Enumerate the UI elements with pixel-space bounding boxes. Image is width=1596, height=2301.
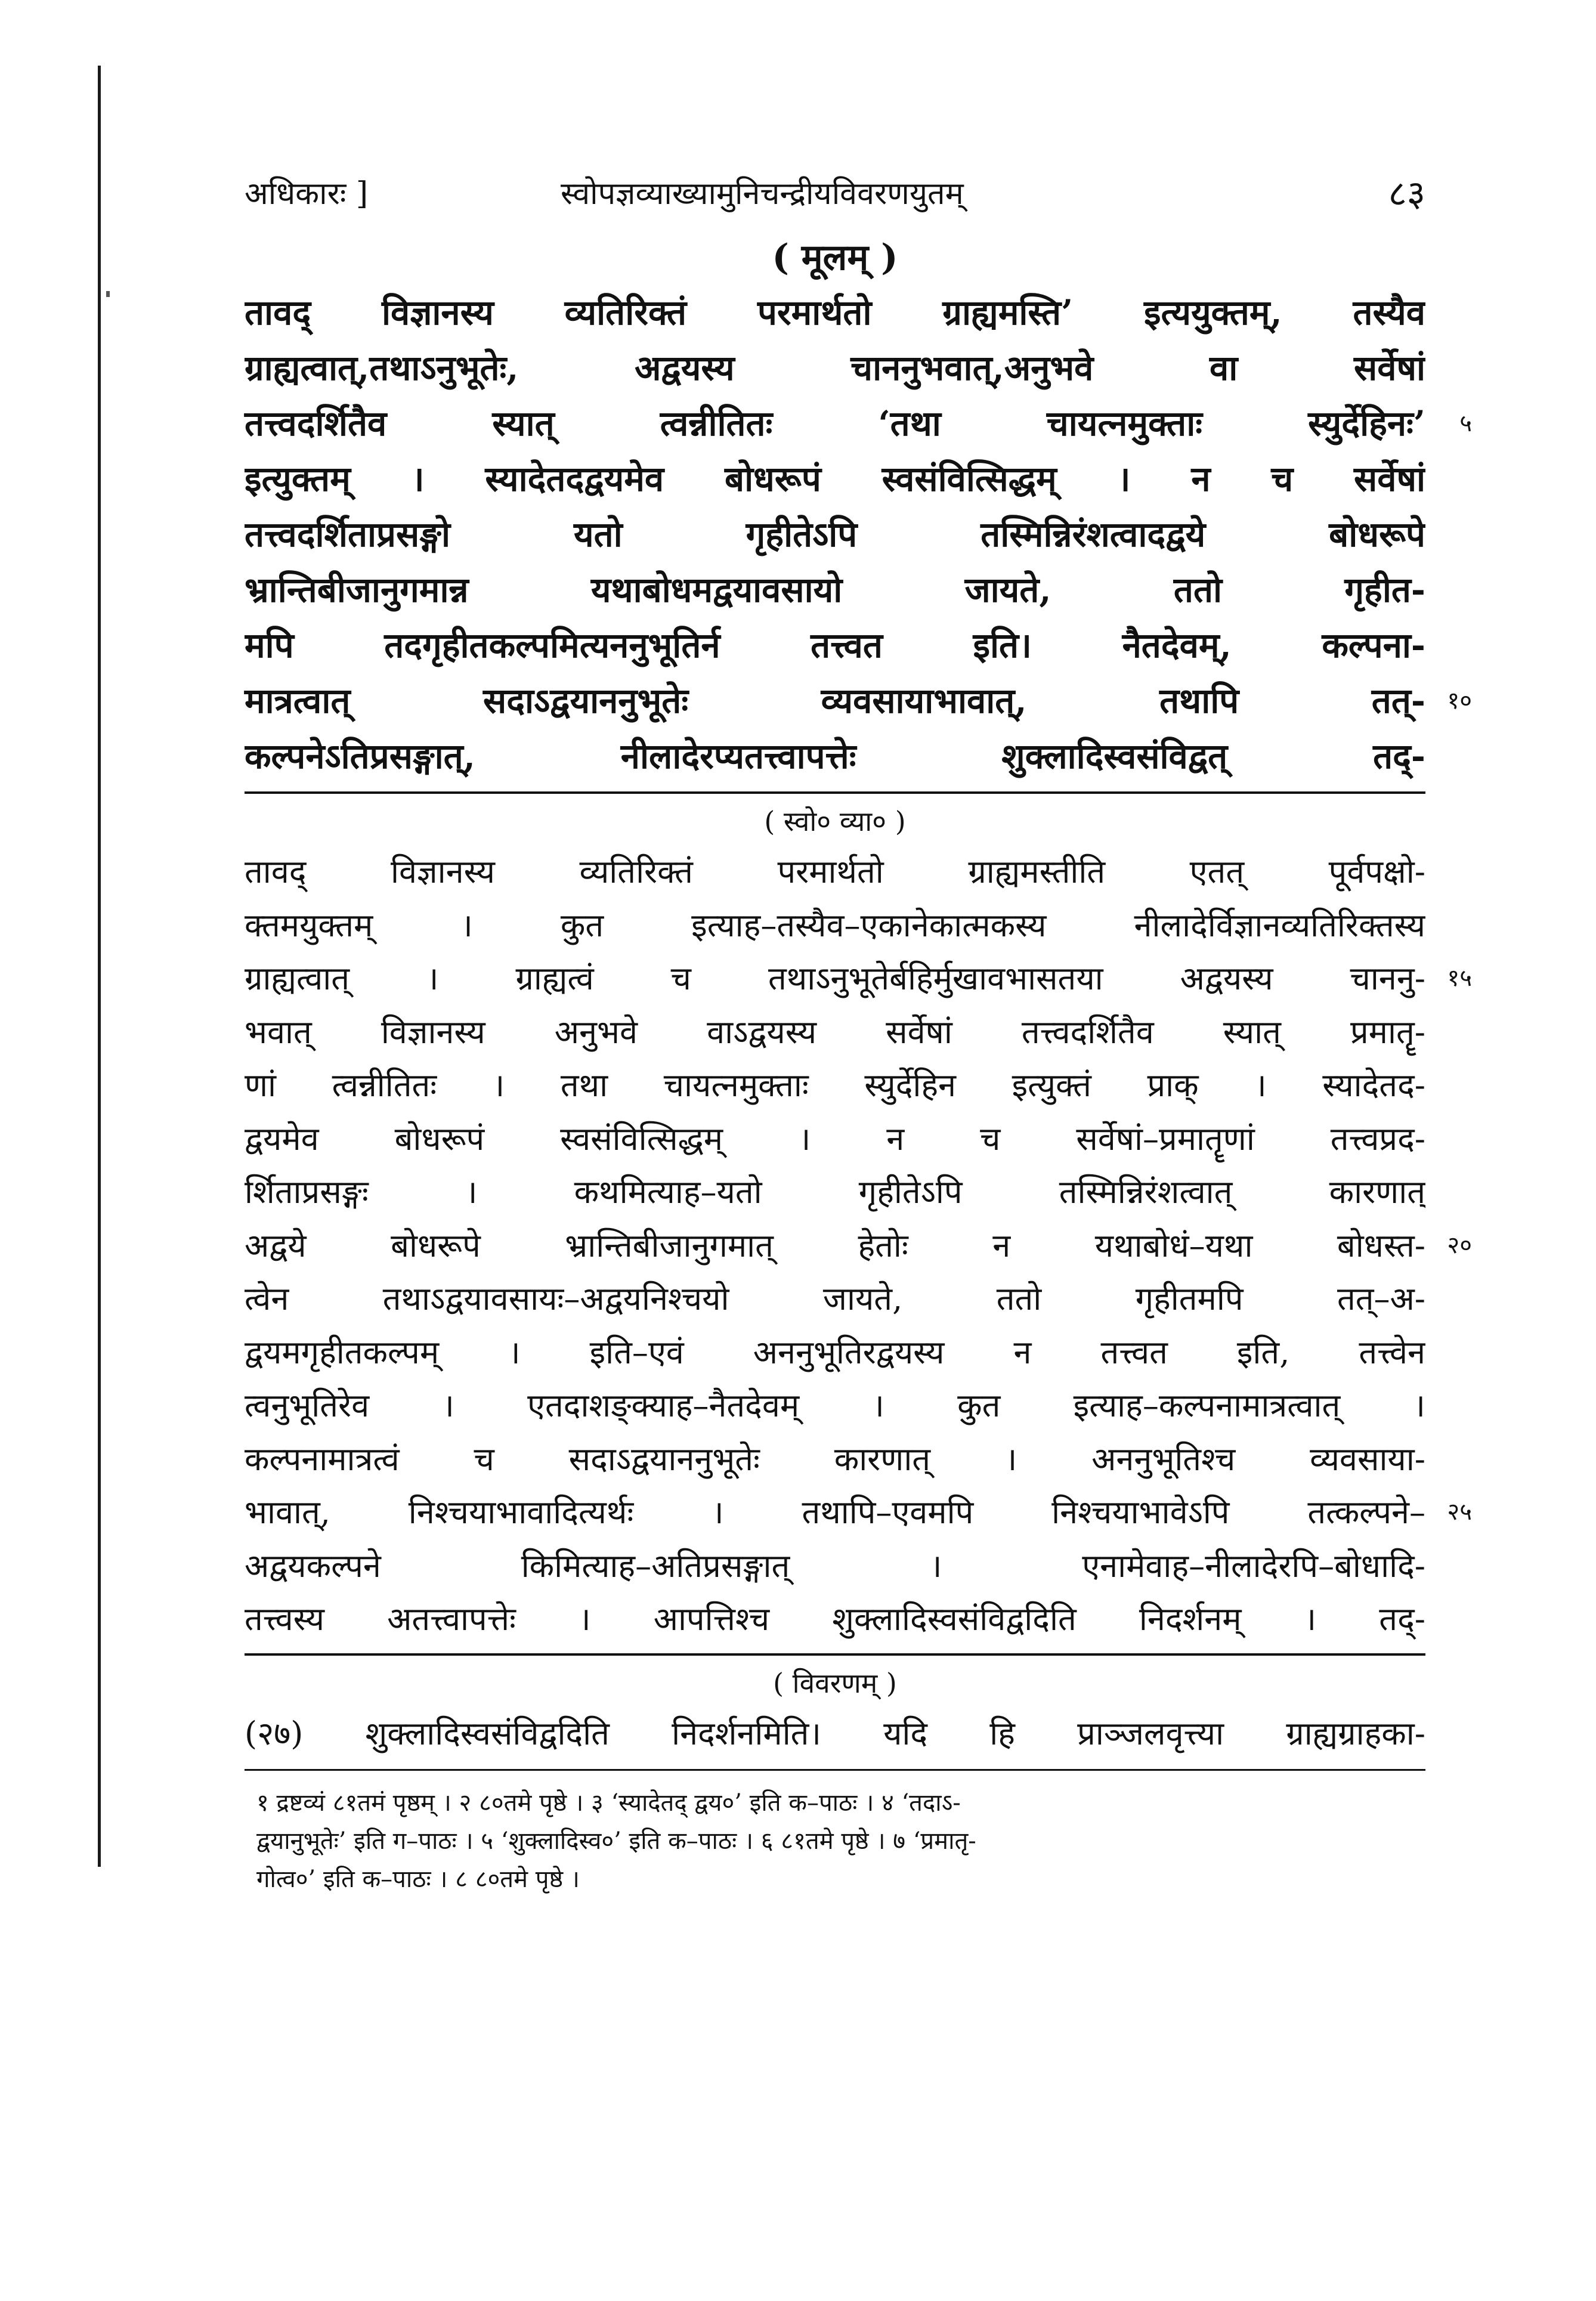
commentary-line-text: र्शिताप्रसङ्गः । कथमित्याह–यतो गृहीतेऽपि तस्मिन्निरंशत्वात् कारणात् — [245, 1173, 1425, 1211]
footnote-line — [245, 1860, 1425, 1898]
line-number: २० — [1447, 1231, 1472, 1259]
mula-line-text: भ्रान्तिबीजानुगमान्न यथाबोधमद्वयावसायो जायते, ततो गृहीत- — [245, 570, 1425, 610]
line-number: १० — [1447, 687, 1472, 715]
mula-line-text: इत्युक्तम् । स्यादेतदद्वयमेव बोधरूपं स्वसंवित्सिद्धम् । न च सर्वेषां — [245, 459, 1425, 499]
commentary-line — [245, 1592, 1425, 1646]
commentary-line-text: द्वयमेव बोधरूपं स्वसंवित्सिद्धम् । न च सर्वेषां–प्रमातॄणां तत्त्वप्रद- — [245, 1119, 1425, 1158]
section-divider — [245, 1653, 1425, 1656]
mula-line — [245, 618, 1425, 673]
commentary-line-text: कल्पनामात्रत्वं च सदाऽद्वयाननुभूतेः कारणात् । अननुभूतिश्च व्यवसाया- — [245, 1440, 1425, 1478]
running-header — [245, 161, 1425, 227]
commentary-line — [245, 1165, 1425, 1219]
commentary-line-text: त्वेन तथाऽद्वयावसायः–अद्वयनिश्चयो जायते, ततो गृहीतमपि तत्–अ- — [245, 1280, 1425, 1317]
commentary-line-text: अद्वयकल्पने किमित्याह–अतिप्रसङ्गात् । एनामेवाह–नीलादेरपि–बोधादि- — [245, 1547, 1425, 1585]
section-divider — [245, 791, 1425, 794]
commentary-line-text: भावात्, निश्चयाभावादित्यर्थः । तथापि–एवमपि निश्चयाभावेऽपि तत्कल्पने– — [245, 1493, 1425, 1531]
mula-line-text: कल्पनेऽतिप्रसङ्गात्, नीलादेरप्यतत्त्वापत्तेः शुक्लादिस्वसंविद्वत् तद्- — [245, 736, 1425, 777]
mula-line — [245, 285, 1425, 341]
mula-line-text: मात्रत्वात् सदाऽद्वयाननुभूतेः व्यवसायाभावात्, तथापि तत्- — [245, 681, 1425, 721]
vivarana-text — [245, 1707, 1425, 1761]
commentary-line-text: तत्त्वस्य अतत्त्वापत्तेः । आपत्तिश्च शुक्लादिस्वसंविद्वदिति निदर्शनम् । तद्- — [245, 1600, 1425, 1638]
commentary-line — [245, 1433, 1425, 1486]
header-title: स्वोपज्ञव्याख्यामुनिचन्द्रीयविवरणयुतम् — [561, 176, 964, 212]
mula-line — [245, 396, 1472, 451]
commentary-line — [245, 1006, 1425, 1059]
line-number: ५ — [1459, 410, 1472, 437]
line-number: १५ — [1447, 964, 1472, 992]
commentary-line — [245, 1272, 1425, 1326]
commentary-line-text: ग्राह्यत्वात् । ग्राह्यत्वं च तथाऽनुभूतेर्बहिर्मुखावभासतया अद्वयस्य चाननु- — [245, 960, 1425, 997]
commentary-line — [245, 1059, 1425, 1112]
mula-line — [245, 507, 1425, 562]
commentary-line — [245, 1219, 1472, 1273]
mula-line — [245, 673, 1472, 729]
mula-line-text: तावद् विज्ञानस्य व्यतिरिक्तं परमार्थतो ग्राह्यमस्ति’ इत्ययुक्तम्, तस्यैव — [245, 292, 1425, 333]
commentary-line-text: त्वनुभूतिरेव । एतदाशङ्क्याह–नैतदेवम् । कुत इत्याह–कल्पनामात्रत्वात् । — [245, 1387, 1425, 1424]
footnote-line-text: गोत्व०’ इति क–पाठः । ८ ८०तमे पृष्ठे । — [256, 1865, 580, 1893]
mula-line-text: तत्त्वदर्शितैव स्यात् त्वन्नीतितः ‘तथा चायत्नमुक्ताः स्युर्देहिनः’ — [245, 403, 1425, 444]
scan-margin-line — [98, 66, 101, 1867]
header-chapter: अधिकारः ] — [245, 176, 369, 212]
vivarana-line-text: (२७) शुक्लादिस्वसंविद्वदिति निदर्शनमिति। यदि हि प्राञ्जलवृत्त्या ग्राह्यग्राहका- — [245, 1714, 1425, 1752]
commentary-text — [245, 845, 1472, 1646]
commentary-line-text: तावद् विज्ञानस्य व्यतिरिक्तं परमार्थतो ग्राह्यमस्तीति एतत् पूर्वपक्षो- — [245, 853, 1425, 890]
mula-heading: ( मूलम् ) — [772, 237, 898, 279]
footnote-divider — [245, 1769, 1425, 1771]
commentary-line-text: अद्वये बोधरूपे भ्रान्तिबीजानुगमात् हेतोः न यथाबोधं–यथा बोधस्त- — [245, 1226, 1425, 1264]
vivarana-line — [245, 1707, 1425, 1761]
commentary-line — [245, 1379, 1425, 1433]
mula-line-text: तत्त्वदर्शिताप्रसङ्गो यतो गृहीतेऽपि तस्मिन्निरंशत्वादद्वये बोधरूपे — [245, 514, 1425, 555]
footnote-line-text: १ द्रष्टव्यं ८१तमं पृष्ठम् । २ ८०तमे पृष्ठे । ३ ‘स्यादेतद् द्वय०’ इति क–पाठः । ४ ‘तदाऽ- — [256, 1789, 961, 1817]
commentary-line-text: भवात् विज्ञानस्य अनुभवे वाऽद्वयस्य सर्वेषां तत्त्वदर्शितैव स्यात् प्रमातॄ- — [245, 1013, 1425, 1051]
commentary-line — [245, 1112, 1425, 1166]
footnote-line — [245, 1784, 1425, 1822]
footnote-line — [245, 1822, 1425, 1860]
footnotes — [245, 1784, 1425, 1898]
footnote-line-text: द्वयानुभूतेः’ इति ग–पाठः । ५ ‘शुक्लादिस्व०’ इति क–पाठः । ६ ८१तमे पृष्ठे । ७ ‘प्रमातृ- — [256, 1827, 976, 1855]
commentary-line-text: णां त्वन्नीतितः । तथा चायत्नमुक्ताः स्युर्देहिन इत्युक्तं प्राक् । स्यादेतद- — [245, 1066, 1425, 1104]
commentary-line — [245, 1326, 1425, 1380]
book-page — [245, 161, 1472, 1898]
commentary-line-text: द्वयमगृहीतकल्पम् । इति–एवं अननुभूतिरद्वयस्य न तत्त्वत इति, तत्त्वेन — [245, 1333, 1425, 1371]
scan-speck — [106, 291, 110, 297]
mula-line-text: ग्राह्यत्वात्,तथाऽनुभूतेः, अद्वयस्य चाननुभवात्,अनुभवे वा सर्वेषां — [245, 348, 1425, 388]
mula-text — [245, 285, 1472, 784]
mula-line-text: मपि तदगृहीतकल्पमित्यननुभूतिर्न तत्त्वत इति। नैतदेवम्, कल्पना- — [245, 625, 1425, 666]
mula-line — [245, 451, 1425, 507]
commentary-line — [245, 845, 1425, 899]
vivarana-heading: ( विवरणम् ) — [773, 1666, 897, 1699]
line-number: २५ — [1447, 1498, 1472, 1526]
page-number: ८३ — [1388, 173, 1425, 215]
commentary-line — [245, 1539, 1425, 1593]
commentary-line — [245, 899, 1425, 952]
mula-line — [245, 729, 1425, 784]
commentary-heading: ( स्वो० व्या० ) — [764, 805, 906, 837]
commentary-line — [245, 1486, 1472, 1539]
commentary-line-text: क्तमयुक्तम् । कुत इत्याह–तस्यैव–एकानेकात्मकस्य नीलादेर्विज्ञानव्यतिरिक्तस्य — [245, 906, 1425, 944]
mula-line — [245, 341, 1425, 396]
commentary-line — [245, 952, 1472, 1006]
mula-line — [245, 562, 1425, 618]
